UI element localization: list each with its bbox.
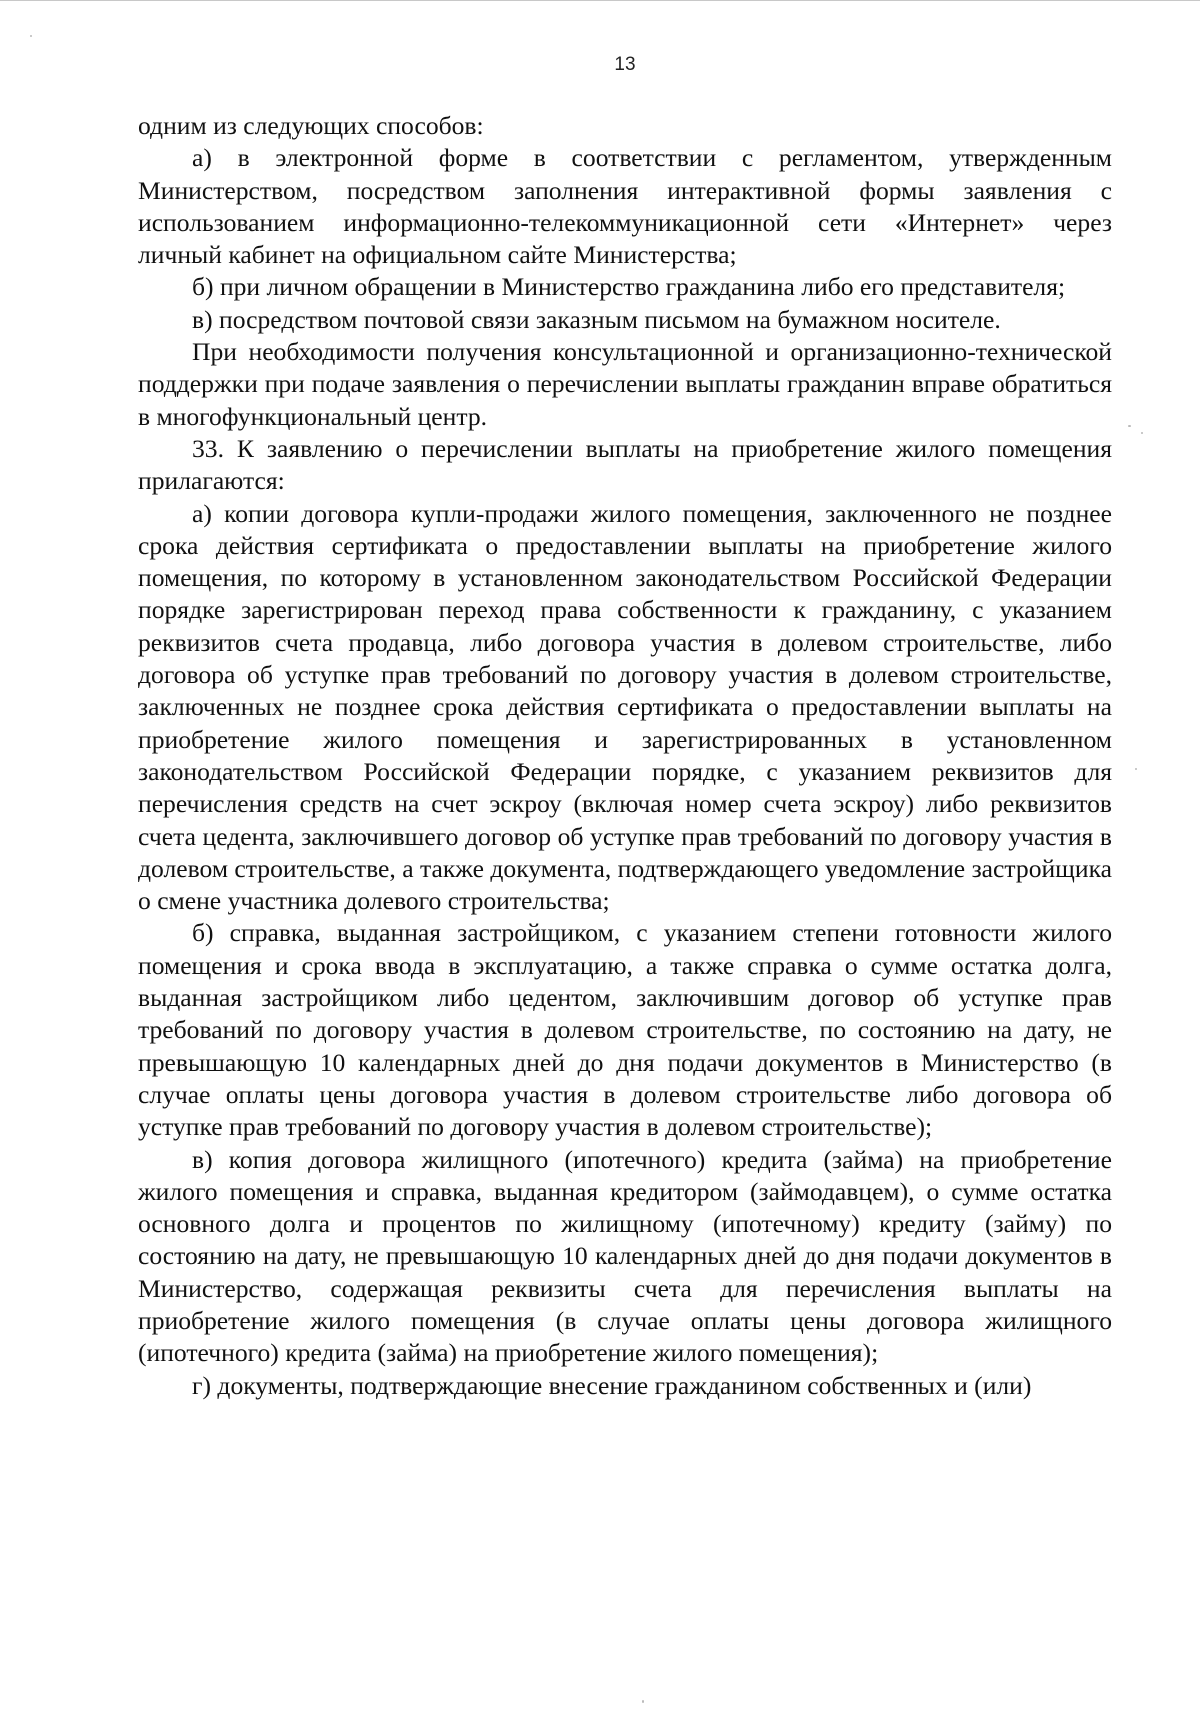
scan-speck	[1128, 425, 1131, 427]
scan-speck	[30, 35, 32, 37]
paragraph-33-item-v: в) копия договора жилищного (ипотечного) кредита (займа) на приобретение жилого помещения и справка, выданная кредитором (займодавцем), о сумме остатка основного долга и процентов по жилищному (ипотечному) кредиту (займу) по состоянию на дату, не превышающую 10 календарных дней до дня подачи документов в Министерство, содержащая реквизиты счета для перечисления выплаты на приобретение жилого помещения (в случае оплаты цены договора жилищного (ипотечного) кредита (займа) на приобретение жилого помещения);	[138, 1144, 1112, 1368]
scan-speck	[1141, 432, 1143, 434]
scan-speck	[642, 1700, 644, 1703]
page-number: 13	[614, 54, 636, 75]
scan-edge-top	[0, 0, 1200, 1]
paragraph-33-item-g: г) документы, подтверждающие внесение гражданином собственных и (или)	[192, 1370, 1032, 1400]
scan-speck	[1135, 768, 1137, 770]
paragraph-item-a-electronic: а) в электронной форме в соответствии с регламентом, утвержденным Министерством, посредством заполнения интерактивной формы заявления с использованием информационно-телекоммуникационной сети «Интернет» через личный кабинет на официальном сайте Министерства;	[138, 143, 1112, 270]
paragraph-clause-33: 33. К заявлению о перечислении выплаты на приобретение жилого помещения прилагаются:	[138, 433, 1112, 496]
document-body	[138, 110, 1112, 1402]
paragraph-item-v-mail: в) посредством почтовой связи заказным письмом на бумажном носителе.	[192, 304, 1001, 334]
paragraph-mfc-support: При необходимости получения консультационной и организационно-технической поддержки при подаче заявления о перечислении выплаты гражданин вправе обратиться в многофункциональный центр.	[138, 337, 1112, 431]
paragraph-33-item-a: а) копии договора купли-продажи жилого помещения, заключенного не позднее срока действия сертификата о предоставлении выплаты на приобретение жилого помещения, по которому в установленном законодательством Российской Федерации порядке зарегистрирован переход права собственности к гражданину, с указанием реквизитов счета продавца, либо договора участия в долевом строительстве, либо договора об уступке прав требований по договору участия в долевом строительстве, заключенных не позднее срока действия сертификата о предоставлении выплаты на приобретение жилого помещения и зарегистрированных в установленном законодательством Российской Федерации порядке, с указанием реквизитов для перечисления средств на счет эскроу (включая номер счета эскроу) либо реквизитов счета цедента, заключившего договор об уступке прав требований по договору участия в долевом строительстве, а также документа, подтверждающего уведомление застройщика о смене участника долевого строительства;	[138, 498, 1112, 916]
paragraph-item-b-personal: б) при личном обращении в Министерство гражданина либо его представителя;	[192, 272, 1066, 302]
paragraph-33-item-b: б) справка, выданная застройщиком, с указанием степени готовности жилого помещения и срока ввода в эксплуатацию, а также справка о сумме остатка долга, выданная застройщиком либо цедентом, заключившим договор об уступке прав требований по договору участия в долевом строительстве, по состоянию на дату, не превышающую 10 календарных дней до дня подачи документов в Министерство (в случае оплаты цены договора участия в долевом строительстве либо договора об уступке прав требований по договору участия в долевом строительстве);	[138, 918, 1112, 1142]
paragraph-intro-continuation: одним из следующих способов:	[138, 111, 484, 140]
